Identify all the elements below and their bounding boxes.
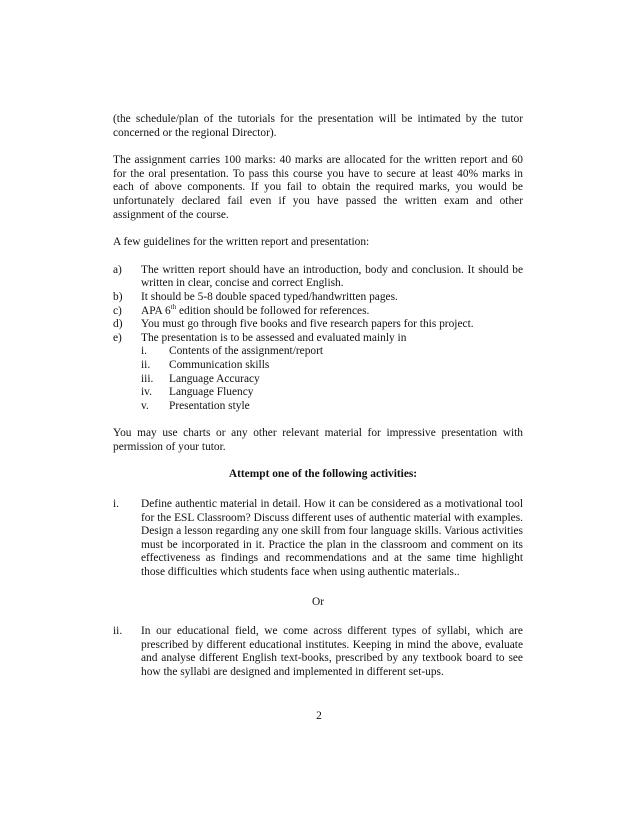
activity-text: Define authentic material in detail. How it can be considered as a motivational tool for the ESL Classroom? Discuss different uses of authentic material with examples. Design a lesson regarding any one skill from four language skills. Various activities must be incorporated in it. Practice the plan in the classroom and comment on its effectiveness as findings and recommendations and at the same time highlight those difficulties which students face when using authentic materials..: [141, 498, 523, 579]
guideline-marker: c): [113, 304, 122, 317]
guideline-text: [141, 302, 523, 319]
criteria-marker: ii.: [141, 358, 151, 371]
guideline-text: The presentation is to be assessed and evaluated mainly in: [141, 331, 407, 344]
activity-item: [113, 498, 523, 580]
activity-marker: ii.: [113, 625, 123, 638]
activity-item: [113, 625, 523, 679]
guidelines-intro: A few guidelines for the written report and presentation:: [113, 236, 370, 249]
criteria-item: [113, 400, 523, 414]
guideline-item: [113, 318, 523, 332]
criteria-marker: iv.: [141, 386, 152, 399]
guideline-text: The written report should have an introduction, body and conclusion. It should be written in clear, concise and correct English.: [141, 263, 523, 290]
page-number: 2: [316, 710, 322, 722]
document-page: [113, 113, 523, 680]
guideline-marker: a): [113, 263, 122, 276]
activities-heading: Attempt one of the following activities:: [228, 468, 418, 481]
guideline-marker: e): [113, 331, 122, 344]
activity-marker: i.: [113, 498, 120, 511]
activity-text: In our educational field, we come across different types of syllabi, which are prescribed by different educational institutes. Keeping in mind the above, evaluate and analyse different English text-books, prescribed by any textbook board to see how the syllabi are designed and implemented in different set-ups.: [141, 625, 523, 678]
criteria-item: [113, 386, 523, 400]
charts-paragraph: You may use charts or any other relevant material for impressive presentation with permission of your tutor.: [113, 427, 523, 453]
criteria-marker: i.: [141, 345, 148, 358]
criteria-text: Presentation style: [169, 399, 250, 412]
guideline-text: It should be 5-8 double spaced typed/handwritten pages.: [141, 290, 398, 303]
criteria-item: [113, 359, 523, 373]
guideline-marker: d): [113, 318, 123, 331]
criteria-text: Contents of the assignment/report: [169, 345, 324, 358]
intro-note: (the schedule/plan of the tutorials for the presentation will be intimated by the tutor concerned or the regional Director).: [113, 113, 523, 139]
apa-edition-rest: edition should be followed for references.: [176, 304, 370, 317]
apa-edition-text: APA 6: [141, 304, 171, 317]
criteria-item: [113, 373, 523, 387]
or-separator: Or: [311, 595, 325, 608]
guideline-text: You must go through five books and five research papers for this project.: [141, 318, 474, 331]
criteria-marker: iii.: [141, 372, 154, 385]
criteria-text: Language Fluency: [169, 386, 254, 399]
criteria-marker: v.: [141, 399, 149, 412]
guideline-item: [113, 264, 523, 291]
guideline-marker: b): [113, 290, 123, 303]
marks-paragraph: The assignment carries 100 marks: 40 marks are allocated for the written report and 60 for the oral presentation. To pass this course you have to secure at least 40% marks in each of above components. If you fail to obtain the required marks, you would be unfortunately declared fail even if you have passed the written exam and other assignment of the course.: [113, 154, 523, 221]
guidelines-list: [113, 264, 523, 414]
guideline-item: [113, 302, 523, 319]
ordinal-superscript: th: [170, 302, 177, 311]
criteria-item: [113, 345, 523, 359]
criteria-text: Communication skills: [169, 358, 270, 371]
guideline-item: [113, 332, 523, 346]
criteria-text: Language Accuracy: [169, 372, 260, 385]
